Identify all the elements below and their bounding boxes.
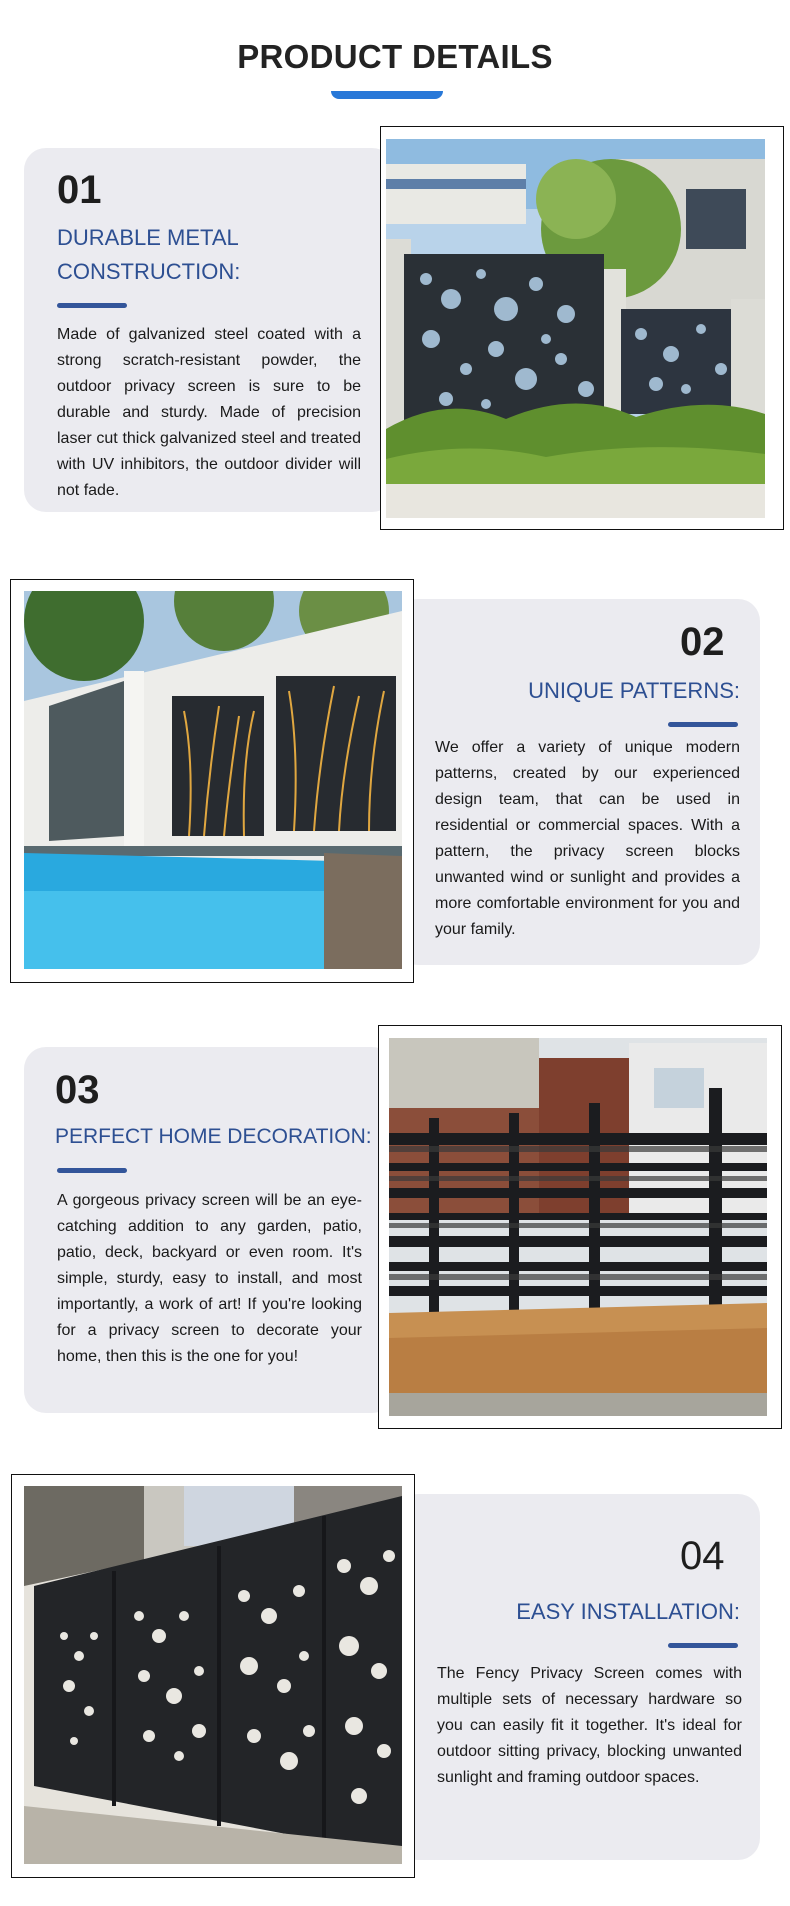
section-04-accent-bar [668,1643,738,1648]
title-underline [331,91,443,99]
section-03-number: 03 [55,1068,100,1112]
section-02-heading: UNIQUE PATTERNS: [528,678,740,703]
section-02-number: 02 [680,620,725,664]
section-01-photo [386,139,765,518]
section-04-heading: EASY INSTALLATION: [516,1599,740,1624]
section-03-heading: PERFECT HOME DECORATION: [55,1125,372,1148]
section-03-accent-bar [57,1168,127,1173]
section-01-text: Made of galvanized steel coated with a strong scratch-resistant powder, the outdoor privacy screen is sure to be durable and sturdy. Made of precision laser cut thick galvanized steel and treated with UV inhibitors, the outdoor divider will not fade. [57,326,361,499]
page-title: PRODUCT DETAILS [237,38,553,75]
section-04-text: The Fency Privacy Screen comes with multiple sets of necessary hardware so you can easily fit it together. It's ideal for outdoor sitting privacy, blocking unwanted sunlight and framing outdoor spaces. [437,1665,742,1786]
section-02-accent-bar [668,722,738,727]
section-01-heading-line2: CONSTRUCTION: [57,259,241,284]
section-01-number: 01 [57,168,102,212]
section-01-heading-line1: DURABLE METAL [57,225,239,250]
section-03-photo [389,1038,767,1416]
section-01-accent-bar [57,303,127,308]
section-03-text: A gorgeous privacy screen will be an eye-catching addition to any garden, patio, patio, deck, backyard or even room. It's simple, sturdy, easy to install, and most importantly, a work of art! If you're looking for a privacy screen to decorate your home, then this is the one for you! [57,1192,362,1365]
section-02-text: We offer a variety of unique modern patterns, created by our experienced design team, that can be used in residential or commercial spaces. With a pattern, the privacy screen blocks unwanted wind or sunlight and provides a more comfortable environment for you and your family. [435,739,740,938]
section-04-photo [24,1486,402,1864]
section-04-number: 04 [680,1534,725,1578]
section-02-photo [24,591,402,969]
